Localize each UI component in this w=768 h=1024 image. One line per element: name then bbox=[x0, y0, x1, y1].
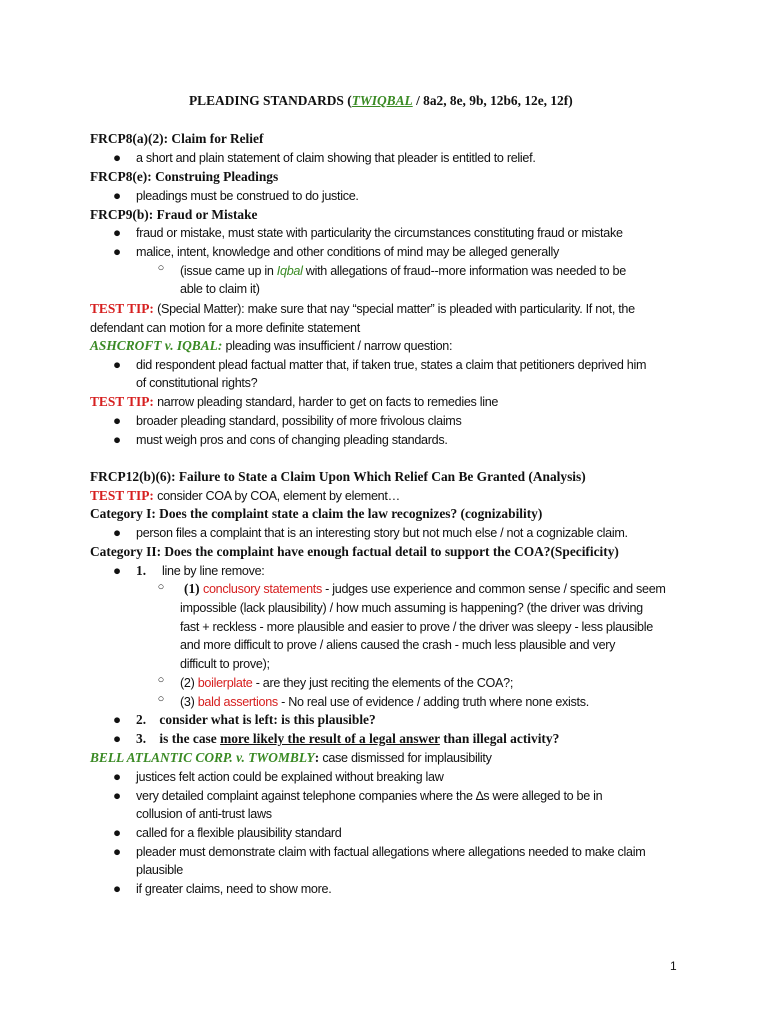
sub-step-text-cont: and more difficult to prove / aliens caused the crash - much less plausible and very bbox=[180, 638, 616, 652]
circle-bullet-icon: ○ bbox=[157, 674, 165, 686]
frcp8e-heading: FRCP8(e): Construing Pleadings bbox=[90, 169, 279, 184]
bullet-icon: ● bbox=[112, 525, 122, 540]
twombly-case bbox=[90, 749, 492, 767]
twombly-item-2-cont: collusion of anti-trust laws bbox=[136, 807, 272, 821]
sub-text: with allegations of fraud--more information was needed to be bbox=[302, 264, 626, 278]
test-tip-coa bbox=[90, 487, 400, 505]
twombly-item-3: called for a flexible plausibility standard bbox=[136, 826, 342, 840]
tip2-item-2: must weigh pros and cons of changing pleading standards. bbox=[136, 433, 448, 447]
sub-text: (issue came up in bbox=[180, 264, 277, 278]
red-term: boilerplate bbox=[197, 676, 253, 690]
bullet-icon: ● bbox=[112, 244, 122, 259]
category-2-heading: Category II: Does the complaint have enough factual detail to support the COA?(Specificity) bbox=[90, 544, 619, 559]
frcp8e-item: pleadings must be construed to do justice. bbox=[136, 189, 359, 203]
iqbal-item-cont: of constitutional rights? bbox=[136, 376, 258, 390]
step-1-number: 1. bbox=[136, 563, 147, 578]
twombly-item-1: justices felt action could be explained without breaking law bbox=[136, 770, 444, 784]
bullet-icon: ● bbox=[112, 881, 122, 896]
sub-step-text: - judges use experience and common sense / specific and seem bbox=[321, 582, 666, 596]
case-text: case dismissed for implausibility bbox=[319, 751, 492, 765]
frcp9b-heading: FRCP9(b): Fraud or Mistake bbox=[90, 207, 258, 222]
category-1-item: person files a complaint that is an interesting story but not much else / not a cognizable claim. bbox=[136, 526, 628, 540]
red-term: bald assertions bbox=[197, 695, 278, 709]
bullet-icon: ● bbox=[112, 844, 122, 859]
twombly-item-5: if greater claims, need to show more. bbox=[136, 882, 332, 896]
sub-step-text-cont: difficult to prove); bbox=[180, 657, 270, 671]
case-name: ASHCROFT v. IQBAL: bbox=[90, 338, 223, 353]
step-3-text: than illegal activity? bbox=[439, 731, 560, 746]
test-tip-text: consider COA by COA, element by element… bbox=[153, 489, 400, 503]
twombly-item-4-cont: plausible bbox=[136, 863, 184, 877]
test-tip-text-cont: defendant can motion for a more definite statement bbox=[90, 321, 360, 335]
frcp12b6-heading: FRCP12(b)(6): Failure to State a Claim Upon Which Relief Can Be Granted (Analysis) bbox=[90, 469, 586, 484]
step-3-text: 3. is the case bbox=[136, 731, 221, 746]
sub-step-text: - No real use of evidence / adding truth where none exists. bbox=[277, 695, 589, 709]
bullet-icon: ● bbox=[112, 563, 122, 578]
step-3-underlined: more likely the result of a legal answer bbox=[220, 731, 440, 746]
bullet-icon: ● bbox=[112, 413, 122, 428]
circle-bullet-icon: ○ bbox=[157, 581, 165, 593]
twombly-item-2: very detailed complaint against telephone companies where the ∆s were alleged to be in bbox=[136, 789, 603, 803]
category-1-heading: Category I: Does the complaint state a claim the law recognizes? (cognizability) bbox=[90, 506, 543, 521]
iqbal-case bbox=[90, 337, 452, 355]
step-2: 2. consider what is left: is this plausible? bbox=[136, 712, 376, 727]
sub-step-boilerplate bbox=[180, 674, 513, 692]
sub-step-text: - are they just reciting the elements of the COA?; bbox=[252, 676, 514, 690]
frcp9b-sub-item bbox=[180, 262, 626, 280]
bullet-icon: ● bbox=[112, 188, 122, 203]
bullet-icon: ● bbox=[112, 225, 122, 240]
case-text: pleading was insufficient / narrow question: bbox=[222, 339, 453, 353]
frcp9b-sub-item-cont: able to claim it) bbox=[180, 282, 260, 296]
test-tip-special-matter bbox=[90, 300, 635, 318]
bullet-icon: ● bbox=[112, 788, 122, 803]
test-tip-label: TEST TIP: bbox=[90, 488, 154, 503]
frcp9b-item-1: fraud or mistake, must state with particularity the circumstances constituting fraud or mistake bbox=[136, 226, 623, 240]
case-colon: : bbox=[314, 750, 320, 765]
title-twiqbal: TWIQBAL bbox=[351, 93, 413, 108]
sub-step-number: (1) bbox=[184, 581, 200, 596]
sub-step-text-cont: fast + reckless - more plausible and easier to prove / the driver was sleepy - less plausible bbox=[180, 620, 653, 634]
step-1-text: line by line remove: bbox=[162, 564, 265, 578]
test-tip-text: narrow pleading standard, harder to get on facts to remedies line bbox=[153, 395, 499, 409]
page-title bbox=[189, 92, 573, 110]
bullet-icon: ● bbox=[112, 432, 122, 447]
tip2-item-1: broader pleading standard, possibility of more frivolous claims bbox=[136, 414, 462, 428]
frcp8a2-item: a short and plain statement of claim showing that pleader is entitled to relief. bbox=[136, 151, 536, 165]
red-term: conclusory statements bbox=[202, 582, 322, 596]
bullet-icon: ● bbox=[112, 825, 122, 840]
sub-step-number: (2) bbox=[180, 676, 198, 690]
step-3 bbox=[136, 730, 559, 748]
sub-step-bald-assertions bbox=[180, 693, 589, 711]
bullet-icon: ● bbox=[112, 150, 122, 165]
title-prefix: PLEADING STANDARDS ( bbox=[189, 93, 352, 108]
test-tip-narrow bbox=[90, 393, 498, 411]
test-tip-label: TEST TIP: bbox=[90, 301, 154, 316]
case-name: BELL ATLANTIC CORP. v. TWOMBLY bbox=[90, 750, 315, 765]
sub-step-text-cont: impossible (lack plausibility) / how much assuming is happening? (the driver was driving bbox=[180, 601, 643, 615]
bullet-icon: ● bbox=[112, 712, 122, 727]
page-number: 1 bbox=[670, 959, 677, 973]
bullet-icon: ● bbox=[112, 731, 122, 746]
bullet-icon: ● bbox=[112, 769, 122, 784]
twombly-item-4: pleader must demonstrate claim with factual allegations where allegations needed to make claim bbox=[136, 845, 646, 859]
iqbal-ref: Iqbal bbox=[276, 264, 303, 278]
sub-step-conclusory bbox=[184, 580, 666, 598]
bullet-icon: ● bbox=[112, 357, 122, 372]
test-tip-label: TEST TIP: bbox=[90, 394, 154, 409]
circle-bullet-icon: ○ bbox=[157, 262, 165, 274]
frcp8a2-heading: FRCP8(a)(2): Claim for Relief bbox=[90, 131, 264, 146]
title-suffix: / 8a2, 8e, 9b, 12b6, 12e, 12f) bbox=[412, 93, 573, 108]
sub-step-number: (3) bbox=[180, 695, 198, 709]
iqbal-item: did respondent plead factual matter that, if taken true, states a claim that petitioners deprived him bbox=[136, 358, 647, 372]
test-tip-text: (Special Matter): make sure that nay “special matter” is pleaded with particularity. If not, the bbox=[153, 302, 635, 316]
circle-bullet-icon: ○ bbox=[157, 693, 165, 705]
frcp9b-item-2: malice, intent, knowledge and other conditions of mind may be alleged generally bbox=[136, 245, 559, 259]
